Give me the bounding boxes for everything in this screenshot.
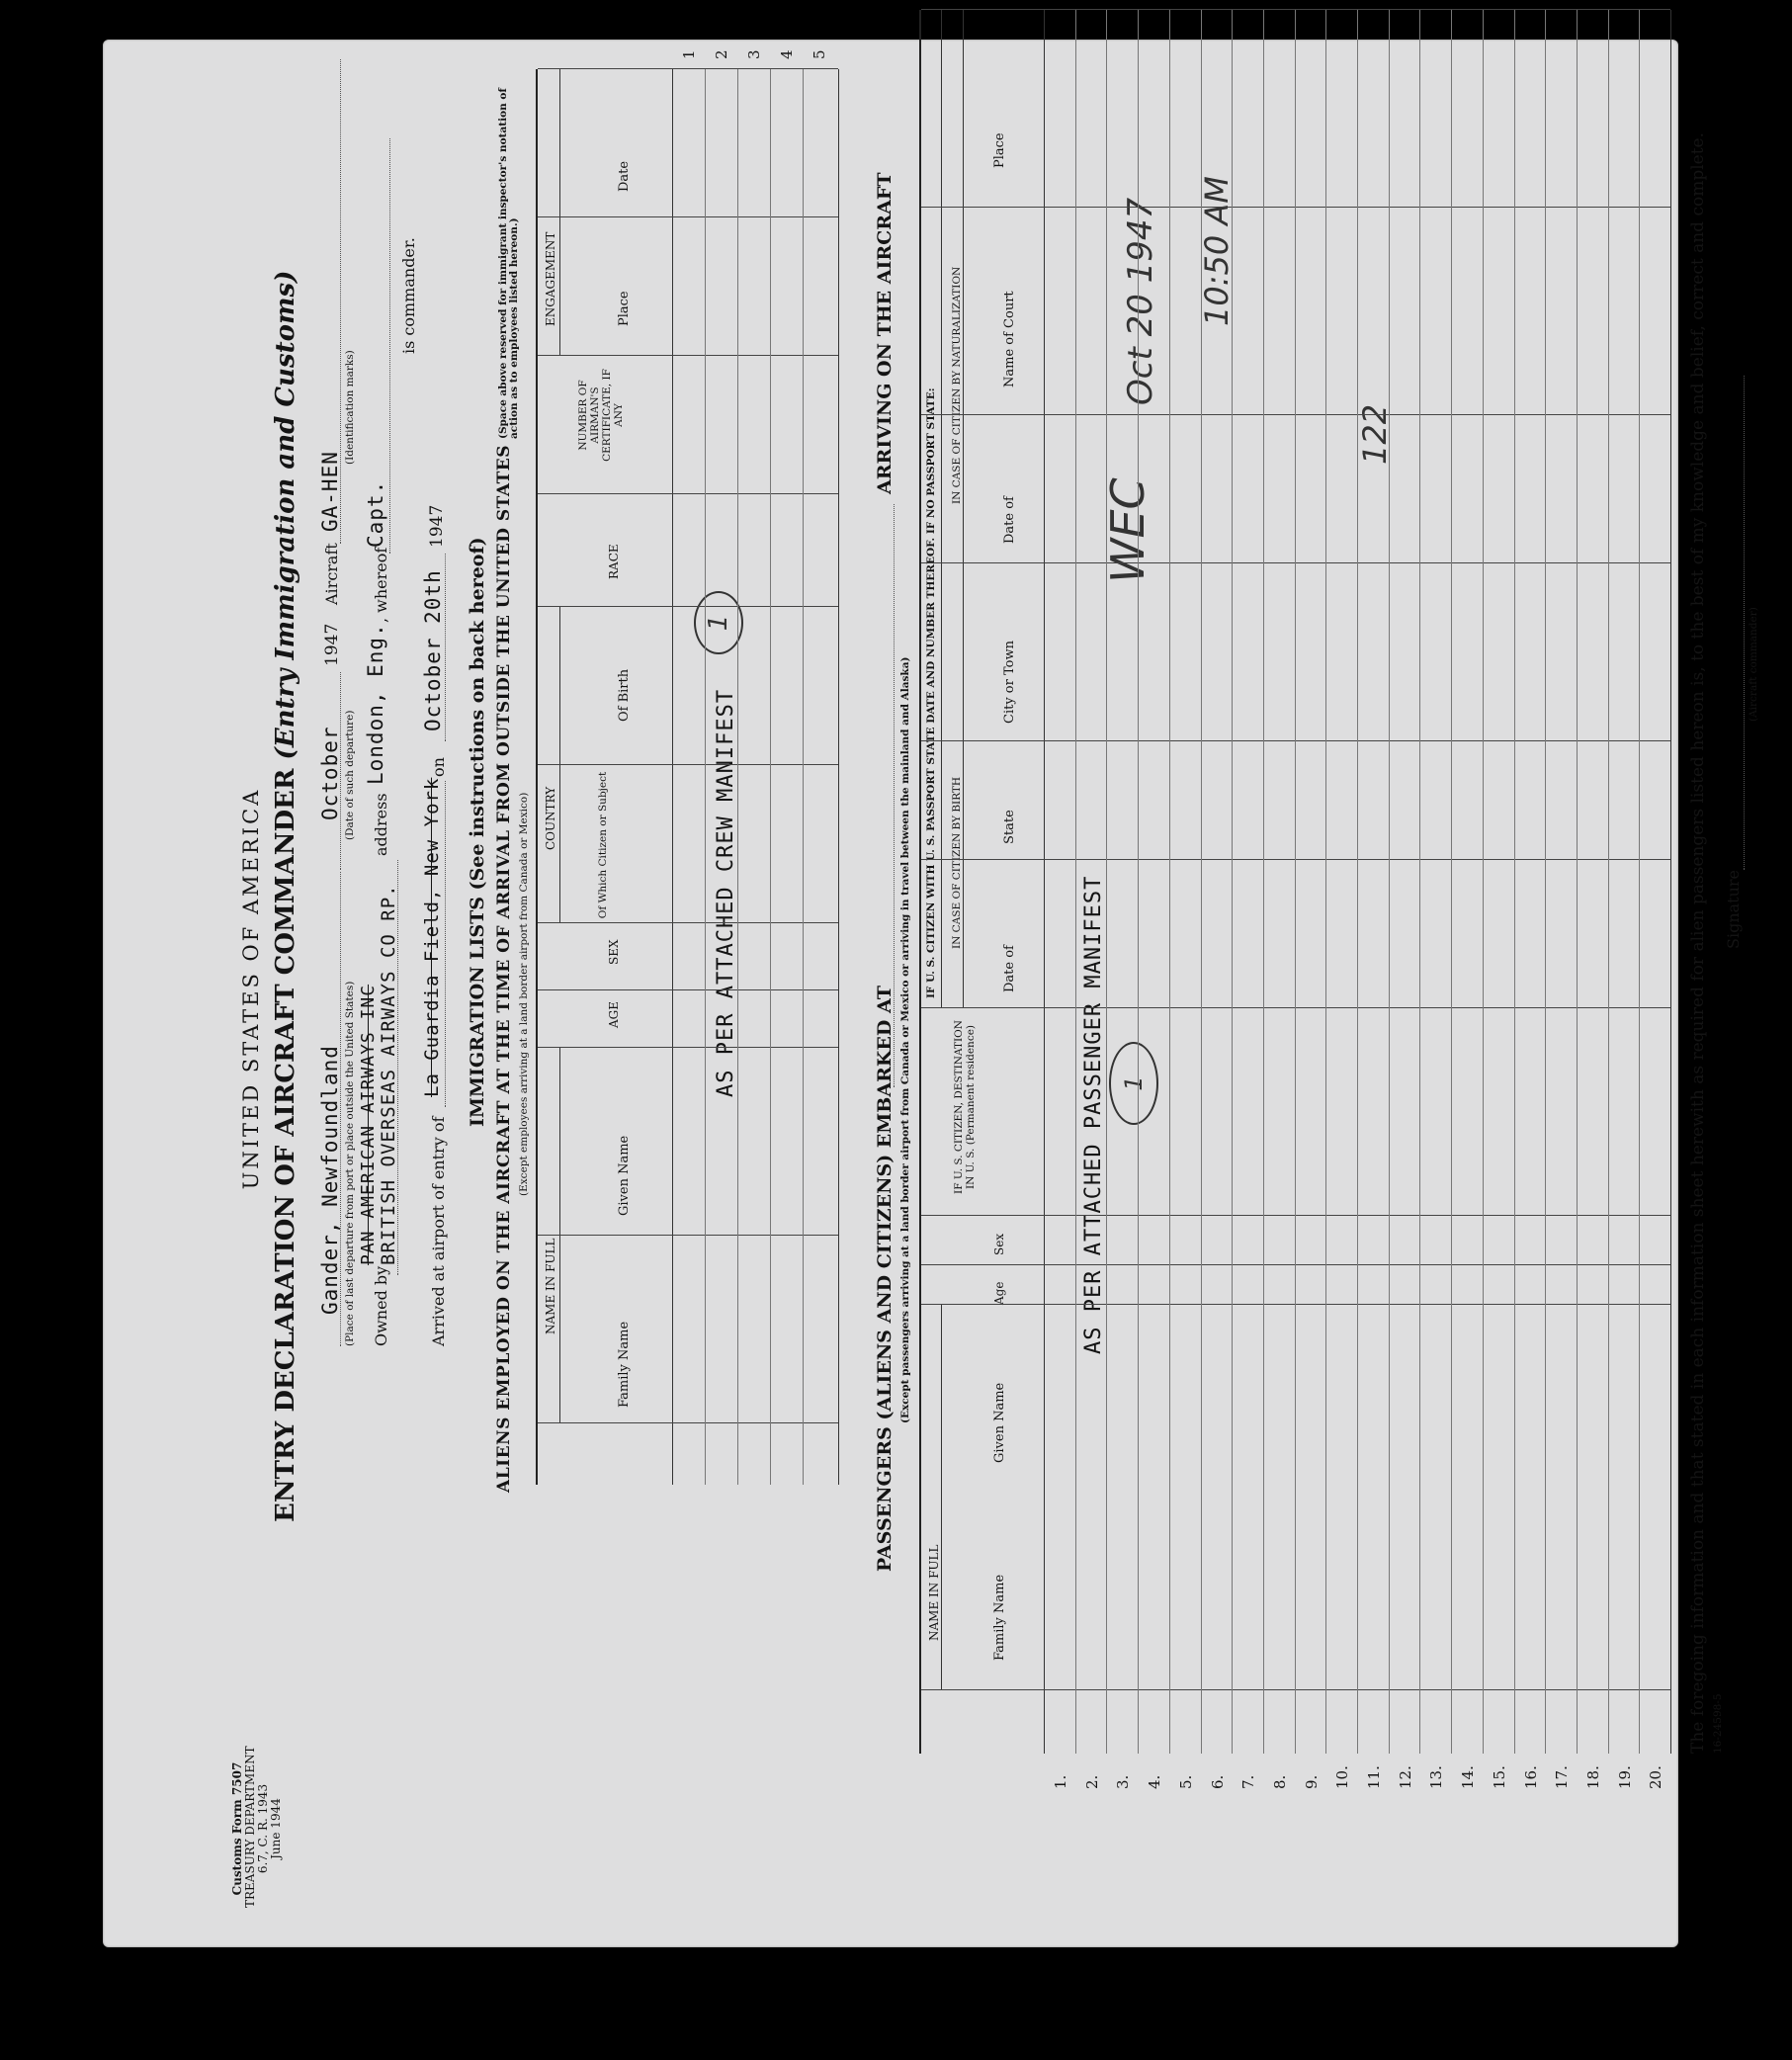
passenger-row-number: 14. [1459, 1765, 1478, 1789]
passenger-row-line [1169, 10, 1170, 1754]
title-text: ENTRY DECLARATION OF AIRCRAFT COMMANDER [271, 768, 300, 1522]
aliens-airman-cert: NUMBER OF AIRMAN'S CERTIFICATE, IF ANY [577, 369, 625, 462]
aliens-column-divider [538, 355, 838, 356]
aliens-column-divider [538, 1235, 838, 1236]
passenger-row-number: 3. [1114, 1774, 1133, 1789]
passenger-row-number: 9. [1302, 1774, 1321, 1789]
aliens-race: RACE [607, 544, 621, 579]
country-subheader-line [559, 607, 560, 923]
passenger-family-name: Family Name [992, 1574, 1007, 1661]
passenger-row-number: 15. [1490, 1765, 1508, 1789]
aliens-date: Date [617, 160, 632, 192]
signature-label: Signature [1724, 869, 1743, 949]
passenger-row-line [1419, 10, 1420, 1754]
aliens-column-divider [538, 68, 838, 69]
form-id: Customs Form 7507 [230, 1761, 244, 1896]
passenger-row-number: 19. [1615, 1765, 1634, 1789]
passenger-row-line [1577, 10, 1578, 1754]
aliens-column-divider [538, 606, 838, 607]
passenger-column-divider [921, 9, 1670, 10]
departure-year: 1947 [322, 623, 342, 666]
passenger-destination: IF U. S. CITIZEN, DESTINATION IN U. S. (Permanent residence) [953, 1020, 977, 1194]
aliens-column-divider [538, 922, 838, 923]
passenger-row-number: 18. [1583, 1765, 1602, 1789]
address-label: address [372, 793, 390, 856]
aircraft-line [340, 59, 341, 544]
arrival-label: Arrived at airport of entry of [429, 1116, 448, 1346]
crew-check-mark: 1 [694, 591, 743, 654]
department: TREASURY DEPARTMENT [243, 1746, 257, 1908]
passenger-row-line [1263, 10, 1264, 1754]
birth-city: City or Town [1002, 641, 1017, 724]
aliens-row-line [770, 69, 771, 1485]
embarked-line [894, 504, 895, 1087]
passenger-row-number: 8. [1270, 1774, 1289, 1789]
passenger-column-divider [921, 740, 1670, 741]
departure-place: Gander, Newfoundland [318, 1045, 342, 1315]
passenger-given-name: Given Name [992, 1382, 1007, 1463]
passenger-row-line [1325, 10, 1326, 1754]
passenger-header-bottom [1044, 10, 1045, 1754]
crew-manifest-stamp: AS PER ATTACHED CREW MANIFEST [714, 688, 738, 1097]
aliens-name-header: NAME IN FULL [544, 1238, 557, 1334]
birth-state: State [1002, 810, 1017, 844]
passengers-title: PASSENGERS (ALIENS AND CITIZENS) EMBARKED AT [874, 986, 896, 1572]
passengers-note: (Except passengers arriving at a land border airport from Canada or Mexico or arriving in travel between the mainland and Alaska) [899, 656, 911, 1423]
aliens-row-number: 2 [713, 49, 730, 59]
owner-address: London, Eng. [364, 623, 387, 785]
aliens-note: (Except employees arriving at a land border airport from Canada or Mexico) [518, 792, 530, 1196]
passenger-column-divider [921, 859, 1670, 860]
arrival-place-line [445, 781, 446, 1107]
aliens-age: AGE [607, 1000, 621, 1028]
passenger-column-divider [921, 1264, 1670, 1265]
passenger-row-line [1106, 10, 1107, 1754]
passenger-row-number: 7. [1239, 1774, 1258, 1789]
passenger-row-number: 4. [1146, 1774, 1164, 1789]
passenger-row-number: 20. [1647, 1765, 1665, 1789]
aliens-row-line [705, 69, 706, 1485]
passenger-column-divider [921, 1304, 1670, 1305]
passenger-table-top [919, 10, 921, 1754]
arrival-on-label: on [429, 757, 448, 777]
commander-suffix: is commander. [399, 237, 418, 354]
naturalization-date-of: Date of [1002, 496, 1017, 544]
document-page [103, 40, 1759, 1947]
by-naturalization-header: IN CASE OF CITIZEN BY NATURALIZATION [951, 266, 963, 504]
aliens-column-divider [538, 1047, 838, 1048]
aliens-sex: SEX [607, 939, 621, 965]
passenger-row-number: 13. [1427, 1765, 1446, 1789]
birth-date-of: Date of [1002, 945, 1017, 992]
departure-date: October [318, 726, 342, 820]
aliens-table-top [536, 69, 538, 1485]
rotated-form [103, 40, 1759, 1947]
declaration-text: The foregoing information and that stated in each information sheet herewith as required for alien passengers listed hereon is, to the best of my knowledge and belief, correct and complete. [1688, 131, 1708, 1754]
commander-line [389, 138, 390, 554]
aliens-row-number: 1 [680, 49, 698, 59]
owner-struck: PAN AMERICAN AIRWAYS INC [358, 984, 379, 1265]
handwritten-time: 10:50 AM [1198, 176, 1236, 326]
aliens-column-divider [538, 764, 838, 765]
passenger-row-number: 12. [1396, 1765, 1414, 1789]
aliens-column-divider [538, 989, 838, 990]
aliens-row-number: 5 [811, 49, 828, 59]
passenger-check-mark: 1 [1109, 1042, 1158, 1125]
aliens-given-name: Given Name [617, 1135, 632, 1216]
aircraft-id: GA-HEN [318, 451, 342, 532]
immigration-title: IMMIGRATION LISTS (See instructions on back hereof) [467, 537, 488, 1127]
passenger-column-divider [921, 1215, 1670, 1216]
aliens-table-bottom [838, 69, 839, 1485]
arrival-place: La Guardia Field, New York [421, 777, 443, 1097]
aliens-place: Place [617, 291, 632, 326]
aliens-country: COUNTRY [544, 786, 557, 850]
whereof-label: , whereof [372, 547, 390, 623]
court-name: Name of Court [1002, 291, 1017, 387]
aliens-of-birth: Of Birth [617, 668, 632, 722]
aliens-header-bottom [672, 69, 673, 1485]
passenger-column-divider [921, 207, 1670, 208]
aliens-row-number: 4 [778, 49, 796, 59]
aliens-family-name: Family Name [617, 1321, 632, 1408]
form-id-block [230, 1746, 283, 1908]
passenger-row-number: 6. [1208, 1774, 1227, 1789]
aliens-row-line [803, 69, 804, 1485]
passenger-row-line [1608, 10, 1609, 1754]
title-subtitle: (Entry Immigration and Customs) [271, 270, 300, 760]
handwritten-date: Oct 20 1947 [1121, 197, 1160, 405]
country-heading: UNITED STATES OF AMERICA [239, 787, 263, 1190]
passenger-row-number: 16. [1521, 1765, 1540, 1789]
passenger-row-number: 11. [1365, 1765, 1383, 1789]
passenger-manifest-stamp: AS PER ATTACHED PASSENGER MANIFEST [1081, 875, 1106, 1354]
engagement-subheader-line [559, 69, 560, 356]
name-subheader-line [559, 1048, 560, 1423]
commander-name: Capt. [364, 479, 387, 548]
passenger-column-divider [921, 562, 1670, 563]
owner-label: Owned by [372, 1265, 390, 1346]
passenger-row-line [1232, 10, 1233, 1754]
aliens-citizen-of: Of Which Citizen or Subject [597, 771, 609, 919]
passenger-row-number: 2. [1082, 1774, 1101, 1789]
departure-date-line [340, 672, 341, 870]
passenger-row-line [1357, 10, 1358, 1754]
passenger-row-line [1075, 10, 1076, 1754]
passenger-row-line [1545, 10, 1546, 1754]
aliens-title: ALIENS EMPLOYED ON THE AIRCRAFT AT THE TIME OF ARRIVAL FROM OUTSIDE THE UNITED STATES [494, 444, 514, 1493]
print-code: 16-24598-5 [1712, 1693, 1724, 1754]
passenger-row-line [1483, 10, 1484, 1754]
reserved-note: (Space above reserved for immigrant inspector's notation of action as to employees listed hereon.) [497, 88, 520, 439]
page-title [271, 271, 300, 1522]
passenger-row-line [1451, 10, 1452, 1754]
departure-date-caption: (Date of such departure) [344, 710, 356, 840]
passenger-row-line [1514, 10, 1515, 1754]
departure-place-caption: (Place of last departure from port or place outside the United States) [344, 981, 356, 1346]
passenger-row-number: 10. [1333, 1765, 1352, 1789]
passenger-row-number: 1. [1052, 1774, 1069, 1789]
passenger-column-divider [921, 414, 1670, 415]
passenger-age: Age [992, 1281, 1006, 1305]
passenger-column-divider [921, 1689, 1670, 1690]
regulation: 6.7, C. R. 1943 [256, 1783, 270, 1874]
handwritten-number: 122 [1356, 403, 1394, 465]
passenger-sex: Sex [992, 1233, 1006, 1255]
passenger-table-bottom [1670, 10, 1671, 1754]
aliens-column-divider [538, 216, 838, 217]
arriving-title: ARRIVING ON THE AIRCRAFT [874, 172, 896, 494]
arrival-date: October 20th [421, 569, 445, 731]
departure-place-line [340, 872, 341, 1346]
naturalization-place: Place [992, 132, 1007, 168]
aircraft-caption: (Identification marks) [344, 350, 356, 465]
owner-line [397, 860, 398, 1275]
passenger-name-subline [941, 1305, 942, 1690]
aliens-row-number: 3 [745, 49, 763, 59]
passenger-row-line [1295, 10, 1296, 1754]
arrival-year: 1947 [427, 504, 447, 548]
signature-caption: (Aircraft commander) [1748, 607, 1759, 722]
passenger-row-number: 17. [1553, 1765, 1572, 1789]
passenger-column-divider [921, 1007, 1670, 1008]
passenger-row-line [1639, 10, 1640, 1754]
form-date: June 1944 [269, 1798, 283, 1859]
passenger-row-number: 5. [1176, 1774, 1195, 1789]
aliens-engagement: ENGAGEMENT [544, 231, 557, 326]
aliens-row-line [737, 69, 738, 1485]
owner-name: BRITISH OVERSEAS AIRWAYS CO RP. [378, 884, 399, 1265]
signature-line [1744, 376, 1745, 870]
passenger-row-line [1201, 10, 1202, 1754]
passenger-name-header: NAME IN FULL [927, 1544, 941, 1641]
aliens-column-divider [538, 493, 838, 494]
handwritten-initials: WEC [1101, 477, 1154, 583]
aircraft-label: Aircraft [322, 543, 341, 605]
arrival-date-line [445, 554, 446, 741]
passport-header: IF U. S. CITIZEN WITH U. S. PASSPORT STATE DATE AND NUMBER THEREOF. IF NO PASSPORT STATE: [925, 387, 937, 998]
aliens-column-divider [538, 1422, 838, 1423]
passenger-row-line [1389, 10, 1390, 1754]
by-birth-header: IN CASE OF CITIZEN BY BIRTH [951, 776, 963, 949]
passenger-row-line [1138, 10, 1139, 1754]
